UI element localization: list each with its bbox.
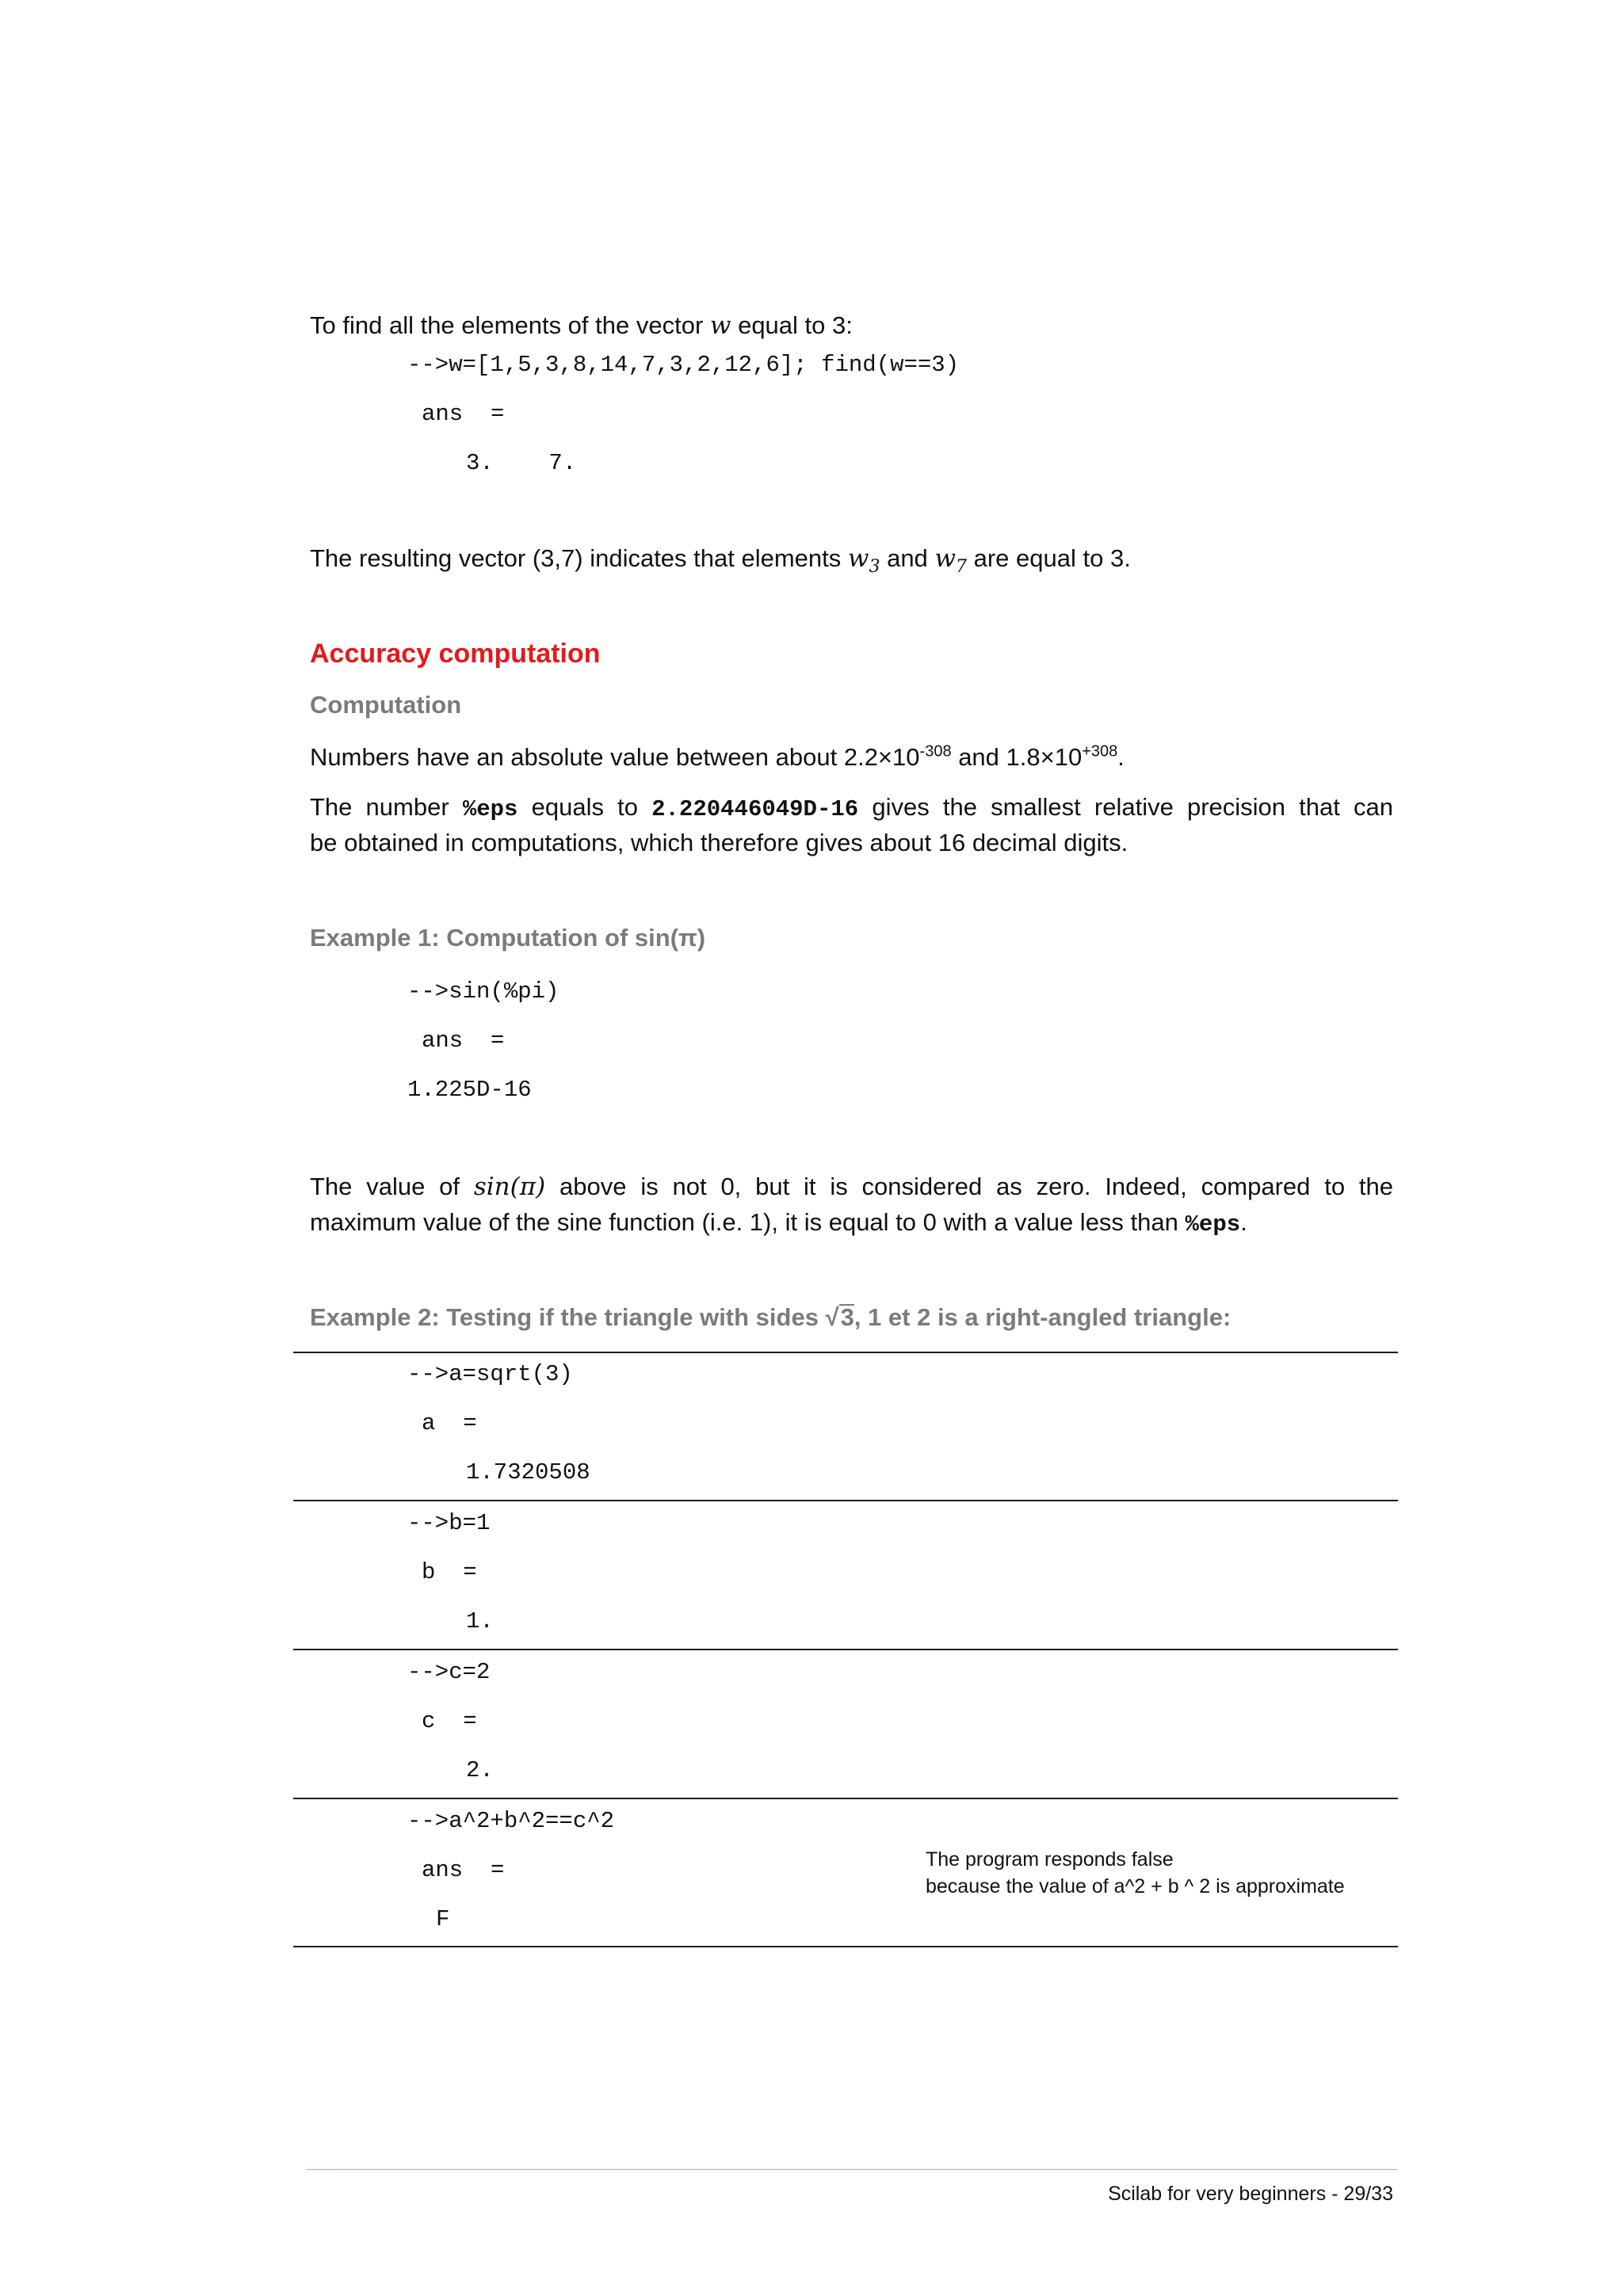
page-footer: Scilab for very beginners - 29/33 [1108,2183,1393,2205]
block-d-label: ans = [422,1857,505,1883]
block-d-command: -->a^2+b^2==c^2 [407,1808,615,1834]
table-rule [293,1798,1398,1799]
section-heading: Accuracy computation [310,639,601,669]
example1-ans-value: 1.225D-16 [407,1077,532,1103]
find-command: -->w=[1,5,3,8,14,7,3,2,12,6]; find(w==3) [407,352,960,378]
block-a-command: -->a=sqrt(3) [407,1361,573,1387]
find-intro: To find all the elements of the vector w equal to 3: [310,311,853,340]
block-b-value: 1. [466,1608,494,1634]
block-a-label: a = [422,1410,477,1436]
eps-line-1: The number %eps equals to 2.220446049D-16 gives the smallest relative precision that can [310,793,1394,822]
example1-heading: Example 1: Computation of sin(π) [310,924,706,952]
block-b-command: -->b=1 [407,1510,491,1536]
example1-explanation-line-2: maximum value of the sine function (i.e. 1), it is equal to 0 with a value less than %eps. [310,1208,1247,1238]
example1-explanation-line-1: The value of sin(π) above is not 0, but it is considered as zero. Indeed, compared to the [310,1173,1393,1201]
block-c-command: -->c=2 [407,1659,491,1685]
table-rule [293,1649,1398,1650]
program-note-line-1: The program responds false [926,1848,1174,1871]
example2-heading: Example 2: Testing if the triangle with sides √3, 1 et 2 is a right-angled triangle: [310,1303,1232,1331]
block-b-label: b = [422,1559,477,1585]
program-note-line-2: because the value of a^2 + b ^ 2 is approximate [926,1875,1345,1897]
find-ans-label: ans = [422,401,505,427]
block-c-value: 2. [466,1757,494,1783]
example1-ans-label: ans = [422,1028,505,1054]
block-c-label: c = [422,1708,477,1734]
table-rule [293,1946,1398,1947]
table-rule [293,1352,1398,1353]
table-rule [293,1500,1398,1501]
eps-line-2: be obtained in computations, which therefore gives about 16 decimal digits. [310,829,1128,856]
number-range-text: Numbers have an absolute value between about $2.2\times 10^{-308}$ and $1.8\times 10^{+308}$. [310,742,1125,771]
example1-command: -->sin(%pi) [407,978,559,1005]
subsection-heading: Computation [310,691,462,719]
find-ans-values: 3. 7. [466,450,577,476]
block-a-value: 1.7320508 [466,1459,590,1486]
block-d-value: F [436,1906,450,1932]
footer-rule [306,2169,1397,2170]
find-result-text: The resulting vector (3,7) indicates that elements $w_3$ and $w_7$ are equal to 3. [310,544,1131,578]
